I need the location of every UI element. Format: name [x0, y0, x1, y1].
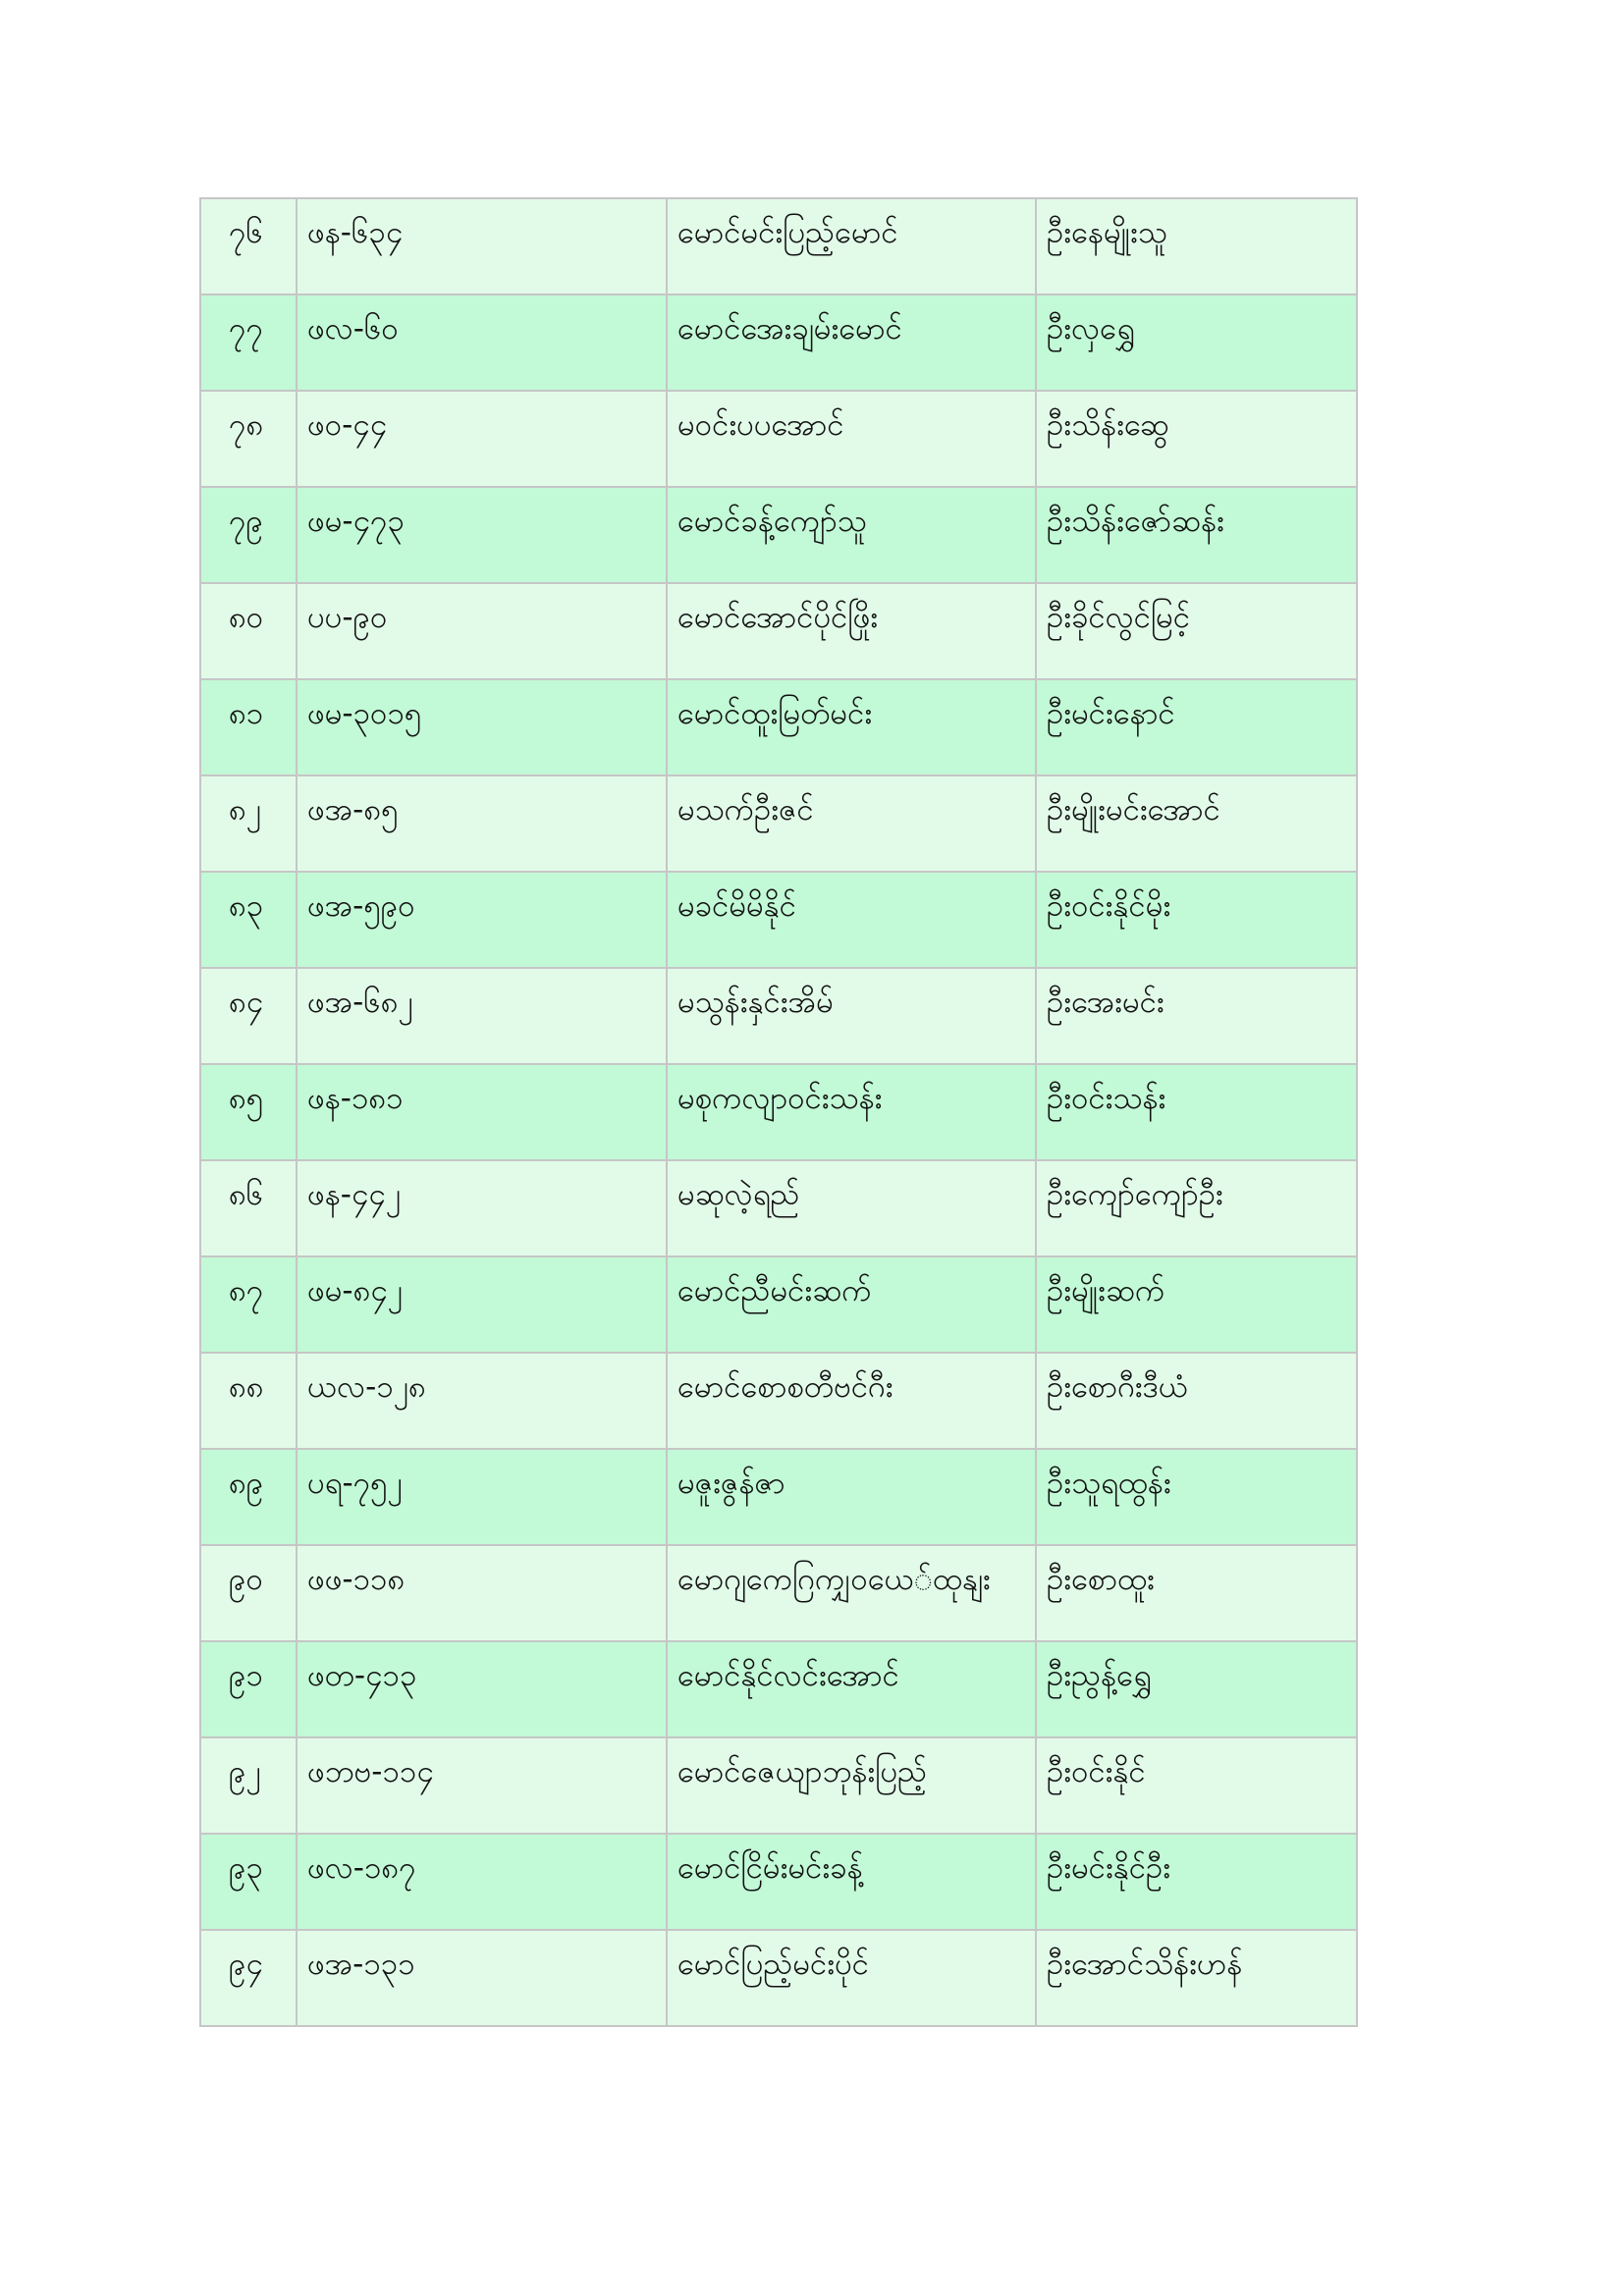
- row-number: ၇၉: [200, 487, 297, 583]
- registration-id: ဖန-၆၃၄: [297, 198, 667, 294]
- father-name: ဦးစောဂီးဒီယံ: [1036, 1353, 1357, 1449]
- student-name: မောင်ခန့်ကျော်သူ: [667, 487, 1036, 583]
- table-row: [200, 1256, 1357, 1353]
- table-row: [200, 1449, 1357, 1545]
- student-name: မောင်စောစတီဗင်ဂီး: [667, 1353, 1036, 1449]
- row-number: ၈၅: [200, 1064, 297, 1160]
- student-name: မောင်နိုင်လင်းအောင်: [667, 1641, 1036, 1737]
- table-row: [200, 1353, 1357, 1449]
- father-name: ဦးအောင်သိန်းဟန်: [1036, 1930, 1357, 2026]
- row-number: ၈၆: [200, 1160, 297, 1256]
- father-name: ဦးခိုင်လွင်မြင့်: [1036, 583, 1357, 679]
- registration-id: ဖအ-၁၃၁: [297, 1930, 667, 2026]
- student-name: မောင်ငြိမ်းမင်းခန့်: [667, 1834, 1036, 1930]
- row-number: ၇၇: [200, 294, 297, 391]
- table-row: [200, 1545, 1357, 1641]
- student-name: မောင်ပြည့်မင်းပိုင်: [667, 1930, 1036, 2026]
- registration-id: ဖဘဗ-၁၁၄: [297, 1737, 667, 1834]
- father-name: ဦးဝင်းသန်း: [1036, 1064, 1357, 1160]
- father-name: ဦးနေမျိုးသူ: [1036, 198, 1357, 294]
- registration-id: ဖတ-၄၁၃: [297, 1641, 667, 1737]
- student-name: မဇူးဇွန်ဇာ: [667, 1449, 1036, 1545]
- row-number: ၉၁: [200, 1641, 297, 1737]
- registration-id: ဖမ-၈၄၂: [297, 1256, 667, 1353]
- table-row: [200, 679, 1357, 775]
- father-name: ဦးသိန်းဇော်ဆန်း: [1036, 487, 1357, 583]
- table-row: [200, 1064, 1357, 1160]
- student-name: မသက်ဦးဇင်: [667, 775, 1036, 872]
- father-name: ဦးသိန်းဆွေ: [1036, 391, 1357, 487]
- registration-id: ဖအ-၅၉၀: [297, 872, 667, 968]
- row-number: ၈၃: [200, 872, 297, 968]
- table-row: [200, 198, 1357, 294]
- father-name: ဦးဝင်းနိုင်မိုး: [1036, 872, 1357, 968]
- registration-id: ယလ-၁၂၈: [297, 1353, 667, 1449]
- father-name: ဦးသူရထွန်း: [1036, 1449, 1357, 1545]
- student-name: မောင်အောင်ပိုင်ဖြိုး: [667, 583, 1036, 679]
- student-name: မောင်ထူးမြတ်မင်း: [667, 679, 1036, 775]
- registration-id: ဖအ-၈၅: [297, 775, 667, 872]
- registration-id: ဖလ-၁၈၇: [297, 1834, 667, 1930]
- table-row: [200, 1641, 1357, 1737]
- row-number: ၈၀: [200, 583, 297, 679]
- row-number: ၉၄: [200, 1930, 297, 2026]
- table-row: [200, 775, 1357, 872]
- registration-id: ဖဖ-၁၁၈: [297, 1545, 667, 1641]
- table-row: [200, 1737, 1357, 1834]
- father-name: ဦးစောထူး: [1036, 1545, 1357, 1641]
- registration-id: ပပ-၉၀: [297, 583, 667, 679]
- table-row: [200, 583, 1357, 679]
- father-name: ဦးညွန့်ရွှေ: [1036, 1641, 1357, 1737]
- table-row: [200, 1930, 1357, 2026]
- student-name: မောင်ဇေယျာဘုန်းပြည့်: [667, 1737, 1036, 1834]
- student-name: မောင်မင်းပြည့်မောင်: [667, 198, 1036, 294]
- registration-id: ဖန-၁၈၁: [297, 1064, 667, 1160]
- row-number: ၉၀: [200, 1545, 297, 1641]
- student-name: မောင်ညီမင်းဆက်: [667, 1256, 1036, 1353]
- row-number: ၈၈: [200, 1353, 297, 1449]
- row-number: ၈၇: [200, 1256, 297, 1353]
- table-row: [200, 391, 1357, 487]
- row-number: ၇၆: [200, 198, 297, 294]
- table-row: [200, 1834, 1357, 1930]
- student-name: မောဂျကေဂြကျှဝယေ်ထုနျး: [667, 1545, 1036, 1641]
- father-name: ဦးလှရွှေ: [1036, 294, 1357, 391]
- table-row: [200, 294, 1357, 391]
- student-name: မစုကလျာဝင်းသန်း: [667, 1064, 1036, 1160]
- father-name: ဦးဝင်းနိုင်: [1036, 1737, 1357, 1834]
- row-number: ၉၃: [200, 1834, 297, 1930]
- registration-id: ပရ-၇၅၂: [297, 1449, 667, 1545]
- table-row: [200, 968, 1357, 1064]
- table-body: [200, 198, 1357, 2026]
- table-row: [200, 1160, 1357, 1256]
- father-name: ဦးမင်းနိုင်ဦး: [1036, 1834, 1357, 1930]
- row-number: ၈၉: [200, 1449, 297, 1545]
- row-number: ၉၂: [200, 1737, 297, 1834]
- registration-id: ဖအ-၆၈၂: [297, 968, 667, 1064]
- table-row: [200, 872, 1357, 968]
- registration-id: ဖမ-၃၀၁၅: [297, 679, 667, 775]
- father-name: ဦးမျိုးဆက်: [1036, 1256, 1357, 1353]
- row-number: ၇၈: [200, 391, 297, 487]
- student-name: မဝင်းပပအောင်: [667, 391, 1036, 487]
- registration-id: ဖလ-၆၀: [297, 294, 667, 391]
- row-number: ၈၄: [200, 968, 297, 1064]
- row-number: ၈၁: [200, 679, 297, 775]
- student-table: [199, 197, 1358, 2027]
- father-name: ဦးအေးမင်း: [1036, 968, 1357, 1064]
- table-row: [200, 487, 1357, 583]
- student-name: မောင်အေးချမ်းမောင်: [667, 294, 1036, 391]
- father-name: ဦးကျော်ကျော်ဦး: [1036, 1160, 1357, 1256]
- student-name: မဆုလဲ့ရည်: [667, 1160, 1036, 1256]
- father-name: ဦးမျိုးမင်းအောင်: [1036, 775, 1357, 872]
- father-name: ဦးမင်းနောင်: [1036, 679, 1357, 775]
- student-name: မခင်မိမိနိုင်: [667, 872, 1036, 968]
- registration-id: ဖဝ-၄၄: [297, 391, 667, 487]
- registration-id: ဖန-၄၄၂: [297, 1160, 667, 1256]
- student-name: မသွန်းနှင်းအိမ်: [667, 968, 1036, 1064]
- registration-id: ဖမ-၄၇၃: [297, 487, 667, 583]
- row-number: ၈၂: [200, 775, 297, 872]
